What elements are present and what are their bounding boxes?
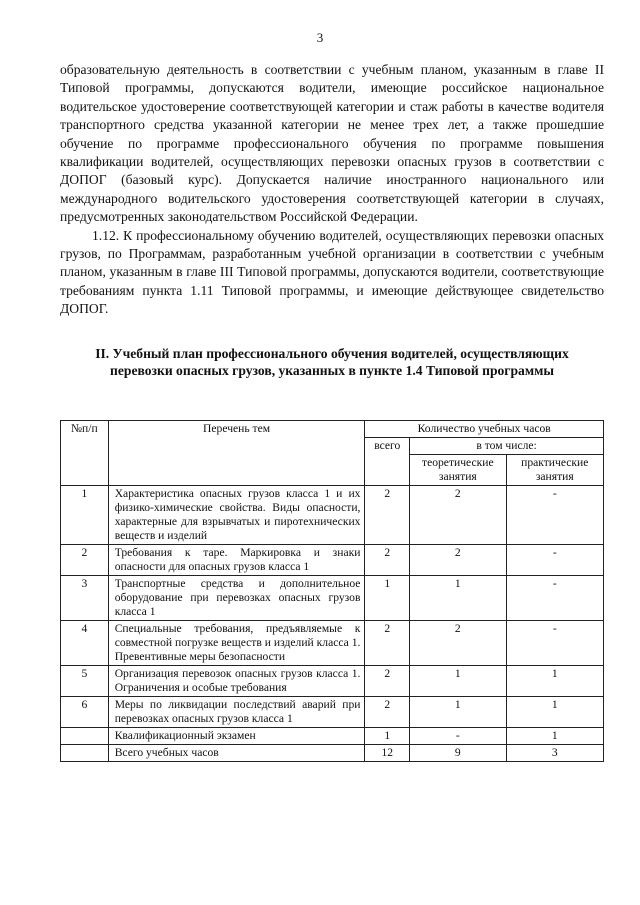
row-topic: Всего учебных часов	[108, 745, 365, 762]
row-practice: -	[506, 576, 603, 621]
row-total: 1	[365, 576, 410, 621]
header-theory: теоретические занятия	[410, 455, 506, 486]
table-row	[61, 545, 604, 576]
row-practice: 3	[506, 745, 603, 762]
row-num: 6	[61, 697, 109, 728]
row-num: 3	[61, 576, 109, 621]
row-practice: 1	[506, 697, 603, 728]
row-theory: -	[410, 728, 506, 745]
row-theory: 9	[410, 745, 506, 762]
row-num	[61, 745, 109, 762]
row-topic: Требования к таре. Маркировка и знаки опасности для опасных грузов класса 1	[108, 545, 365, 576]
body-text	[60, 61, 604, 319]
row-topic: Меры по ликвидации последствий аварий при перевозках опасных грузов класса 1	[108, 697, 365, 728]
row-num	[61, 728, 109, 745]
row-total: 2	[365, 666, 410, 697]
table-row-exam	[61, 728, 604, 745]
table-row	[61, 621, 604, 666]
row-total: 12	[365, 745, 410, 762]
row-theory: 2	[410, 545, 506, 576]
table-row	[61, 576, 604, 621]
row-theory: 1	[410, 666, 506, 697]
table-row	[61, 666, 604, 697]
row-practice: -	[506, 486, 603, 545]
row-practice: 1	[506, 728, 603, 745]
row-theory: 2	[410, 621, 506, 666]
row-topic: Транспортные средства и дополнительное оборудование при перевозках опасных грузов класса 1	[108, 576, 365, 621]
row-total: 2	[365, 545, 410, 576]
paragraph-continued: образовательную деятельность в соответствии с учебным планом, указанным в главе II Типовой программы, допускаются водители, имеющие российское национальное водительское удостоверение соответствующей категории и стаж работы в качестве водителя транспортного средства указанной категории не менее трех лет, а также прошедшие обучение по программе профессионального обучения по программе повышения квалификации водителей, осуществляющих перевозки опасных грузов в соответствии с ДОПОГ (базовый курс). Допускается наличие иностранного национального или международного водительского удостоверения соответствующей категории в случаях, предусмотренных законодательством Российской Федерации.	[60, 62, 604, 225]
page-number: 3	[316, 30, 324, 45]
table-row	[61, 697, 604, 728]
row-num: 2	[61, 545, 109, 576]
header-total: всего	[365, 438, 410, 486]
row-total: 2	[365, 621, 410, 666]
header-num: №п/п	[61, 421, 109, 486]
paragraph-1-12: 1.12. К профессиональному обучению водителей, осуществляющих перевозки опасных грузов, по Программам, разработанным учебной организации в соответствии с учебным планом, указанным в главе III Типовой программы, допускаются водители, соответствующие требованиям пункта 1.11 Типовой программы, и имеющие действующее свидетельство ДОПОГ.	[60, 227, 604, 317]
row-topic: Характеристика опасных грузов класса 1 и их физико-химические свойства. Виды опасности, характерные для взрывчатых и пиротехнических веществ и изделий	[108, 486, 365, 545]
row-topic: Специальные требования, предъявляемые к совместной погрузке веществ и изделий класса 1. Превентивные меры безопасности	[108, 621, 365, 666]
header-practice: практические занятия	[506, 455, 603, 486]
header-including: в том числе:	[410, 438, 604, 455]
row-theory: 2	[410, 486, 506, 545]
row-theory: 1	[410, 697, 506, 728]
row-total: 1	[365, 728, 410, 745]
table-row	[61, 486, 604, 545]
header-topics: Перечень тем	[108, 421, 365, 486]
row-topic: Организация перевозок опасных грузов класса 1. Ограничения и особые требования	[108, 666, 365, 697]
row-theory: 1	[410, 576, 506, 621]
row-num: 4	[61, 621, 109, 666]
row-practice: 1	[506, 666, 603, 697]
curriculum-table	[60, 420, 604, 762]
row-num: 1	[61, 486, 109, 545]
row-total: 2	[365, 486, 410, 545]
header-hours: Количество учебных часов	[365, 421, 604, 438]
section-heading: II. Учебный план профессионального обучения водителей, осуществляющих перевозки опасных грузов, указанных в пункте 1.4 Типовой программы	[95, 346, 569, 378]
row-total: 2	[365, 697, 410, 728]
table-row-total	[61, 745, 604, 762]
row-num: 5	[61, 666, 109, 697]
row-topic: Квалификационный экзамен	[108, 728, 365, 745]
row-practice: -	[506, 621, 603, 666]
row-practice: -	[506, 545, 603, 576]
